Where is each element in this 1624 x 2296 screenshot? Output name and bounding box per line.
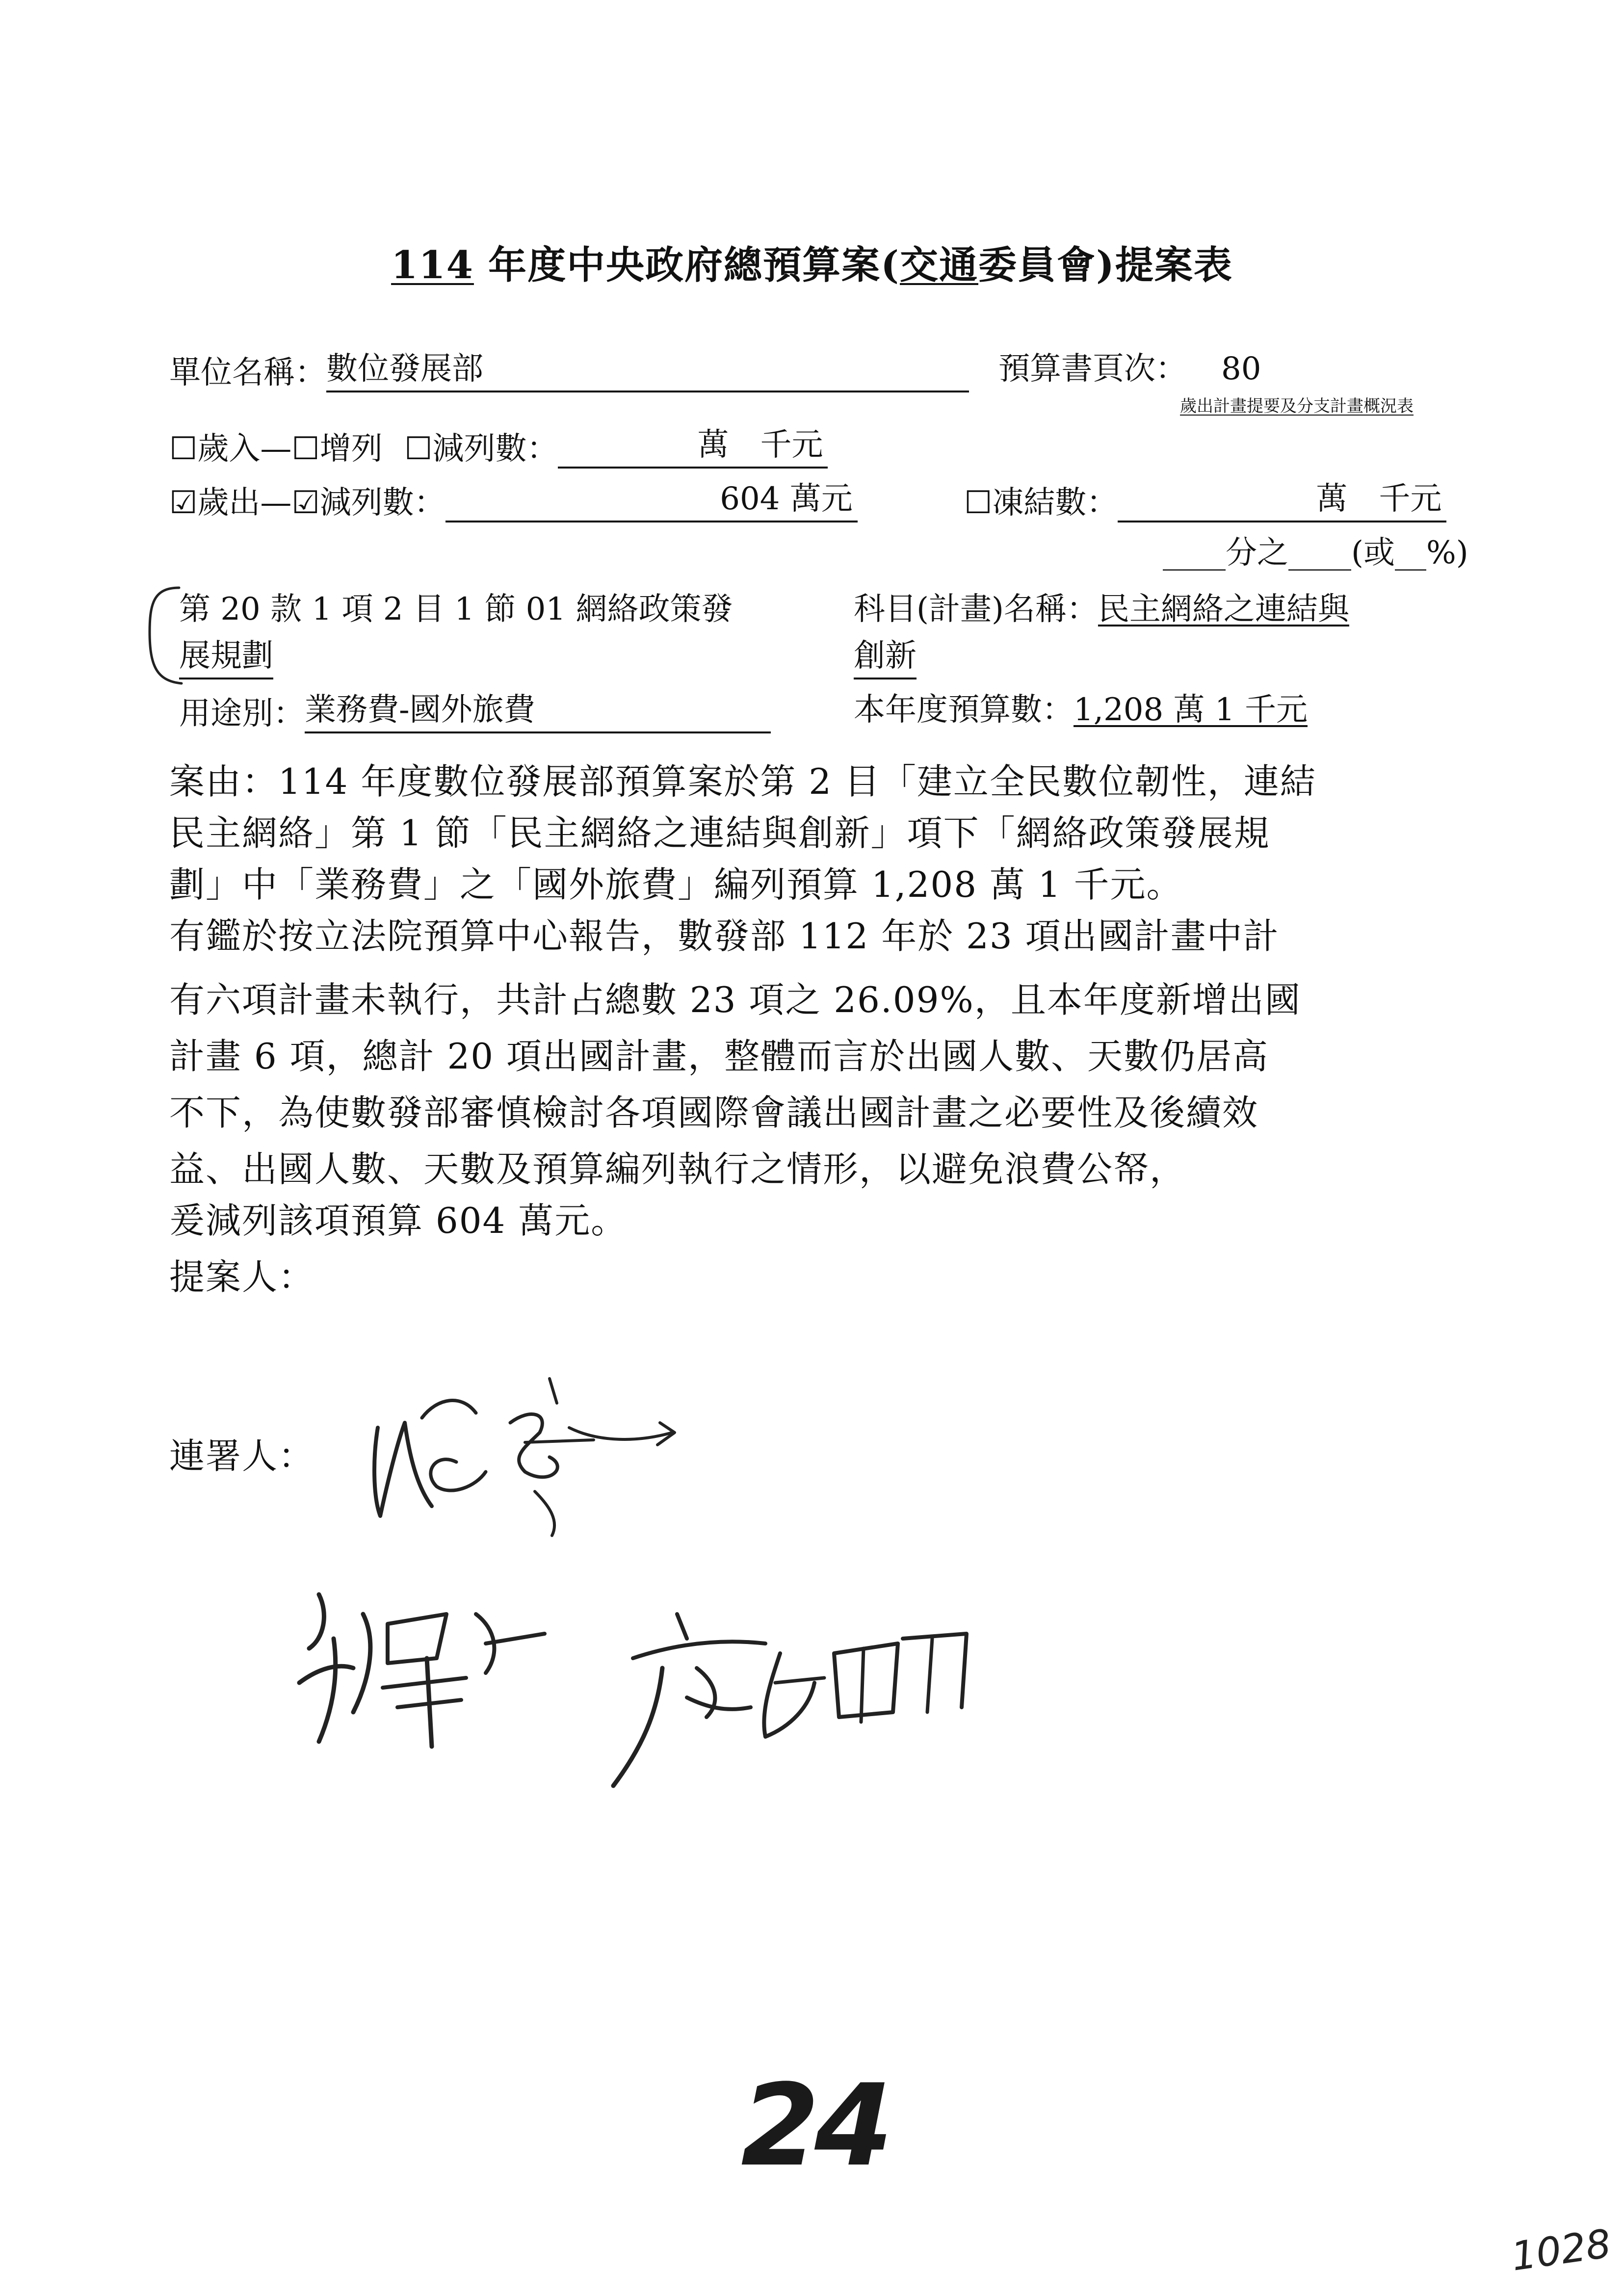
budget-value: 1,208 萬 1 千元	[1074, 692, 1308, 728]
usage-label: 用途別：	[179, 696, 305, 732]
page-number: 24	[741, 2061, 889, 2192]
reason-line-3: 劃」中「業務費」之「國外旅費」編列預算 1,208 萬 1 千元。	[169, 864, 1183, 905]
reason-line-9: 爰減列該項預算 604 萬元。	[169, 1200, 628, 1241]
freeze-checkbox: ☐凍結數：	[964, 485, 1118, 521]
revenue-amount: 萬 千元	[558, 419, 828, 469]
item-line-1: 第 20 款 1 項 2 目 1 節 01 網絡政策發	[179, 591, 733, 627]
title-mid: 年度中央政府總預算案(	[473, 243, 900, 287]
bracket-mark	[140, 583, 184, 691]
usage-field	[179, 684, 771, 733]
freeze-amount: 萬 千元	[1118, 473, 1446, 522]
page-label: 預算書頁次：	[998, 351, 1187, 387]
revenue-checkbox: ☐歲入—	[169, 431, 292, 467]
revenue-decrease-checkbox: ☐減列數：	[404, 431, 558, 467]
signature-2	[289, 1585, 564, 1761]
usage-value: 業務費-國外旅費	[305, 684, 771, 733]
reason-line-7: 不下，為使數發部審慎檢討各項國際會議出國計畫之必要性及後續效	[169, 1092, 1259, 1133]
reason-line-5: 有六項計畫未執行，共計占總數 23 項之 26.09%，且本年度新增出國	[169, 979, 1301, 1020]
signature-3	[603, 1585, 986, 1800]
reason-line-2: 民主網絡」第 1 節「民主網絡之連結與創新」項下「網絡政策發展規	[169, 812, 1270, 854]
fraction-row: ____分之____(或__%)	[1163, 535, 1468, 571]
unit-value: 數位發展部	[326, 343, 969, 392]
subject-label: 科目(計畫)名稱：	[854, 591, 1098, 627]
page-field	[998, 343, 1261, 389]
subject-field	[854, 584, 1349, 629]
budget-label: 本年度預算數：	[854, 692, 1074, 728]
title-year: 114	[391, 243, 474, 287]
expense-decrease-checkbox: ☑減列數：	[291, 485, 445, 521]
title-committee: 交通	[899, 243, 978, 287]
increase-checkbox: ☐增列	[291, 431, 383, 467]
expense-row	[169, 473, 858, 522]
subject-line-2-wrap	[854, 630, 917, 679]
form-title	[0, 235, 1624, 289]
reason-line-6: 計畫 6 項，總計 20 項出國計畫，整體而言於出國人數、天數仍居高	[169, 1036, 1269, 1077]
reason-line-4: 有鑑於按立法院預算中心報告，數發部 112 年於 23 項出國計畫中計	[169, 915, 1280, 957]
item-line-2-text: 展規劃	[179, 630, 273, 679]
page-value: 80	[1221, 351, 1261, 387]
expense-checkbox: ☑歲出—	[169, 485, 292, 521]
unit-label: 單位名稱：	[169, 355, 326, 391]
item-line-2	[179, 630, 273, 679]
unit-field	[169, 343, 969, 392]
reason-line-8: 益、出國人數、天數及預算編列執行之情形，以避免浪費公帑，	[169, 1148, 1186, 1190]
revenue-row	[169, 419, 828, 469]
proposer-label: 提案人：	[169, 1256, 315, 1298]
freeze-field	[964, 473, 1446, 522]
page-note: 歲出計畫提要及分支計畫概況表	[1180, 396, 1414, 416]
cosigner-label: 連署人：	[169, 1435, 315, 1477]
budget-field	[854, 684, 1308, 730]
expense-amount: 604 萬元	[445, 473, 858, 522]
signature-1	[363, 1359, 697, 1555]
subject-line-2: 創新	[854, 630, 917, 679]
subject-line-1: 民主網絡之連結與	[1098, 591, 1349, 627]
reason-line-1: 案由：114 年度數位發展部預算案於第 2 目「建立全民數位韌性，連結	[169, 761, 1316, 802]
corner-number: 1028	[1508, 2220, 1614, 2280]
title-end: 委員會)提案表	[978, 243, 1233, 287]
